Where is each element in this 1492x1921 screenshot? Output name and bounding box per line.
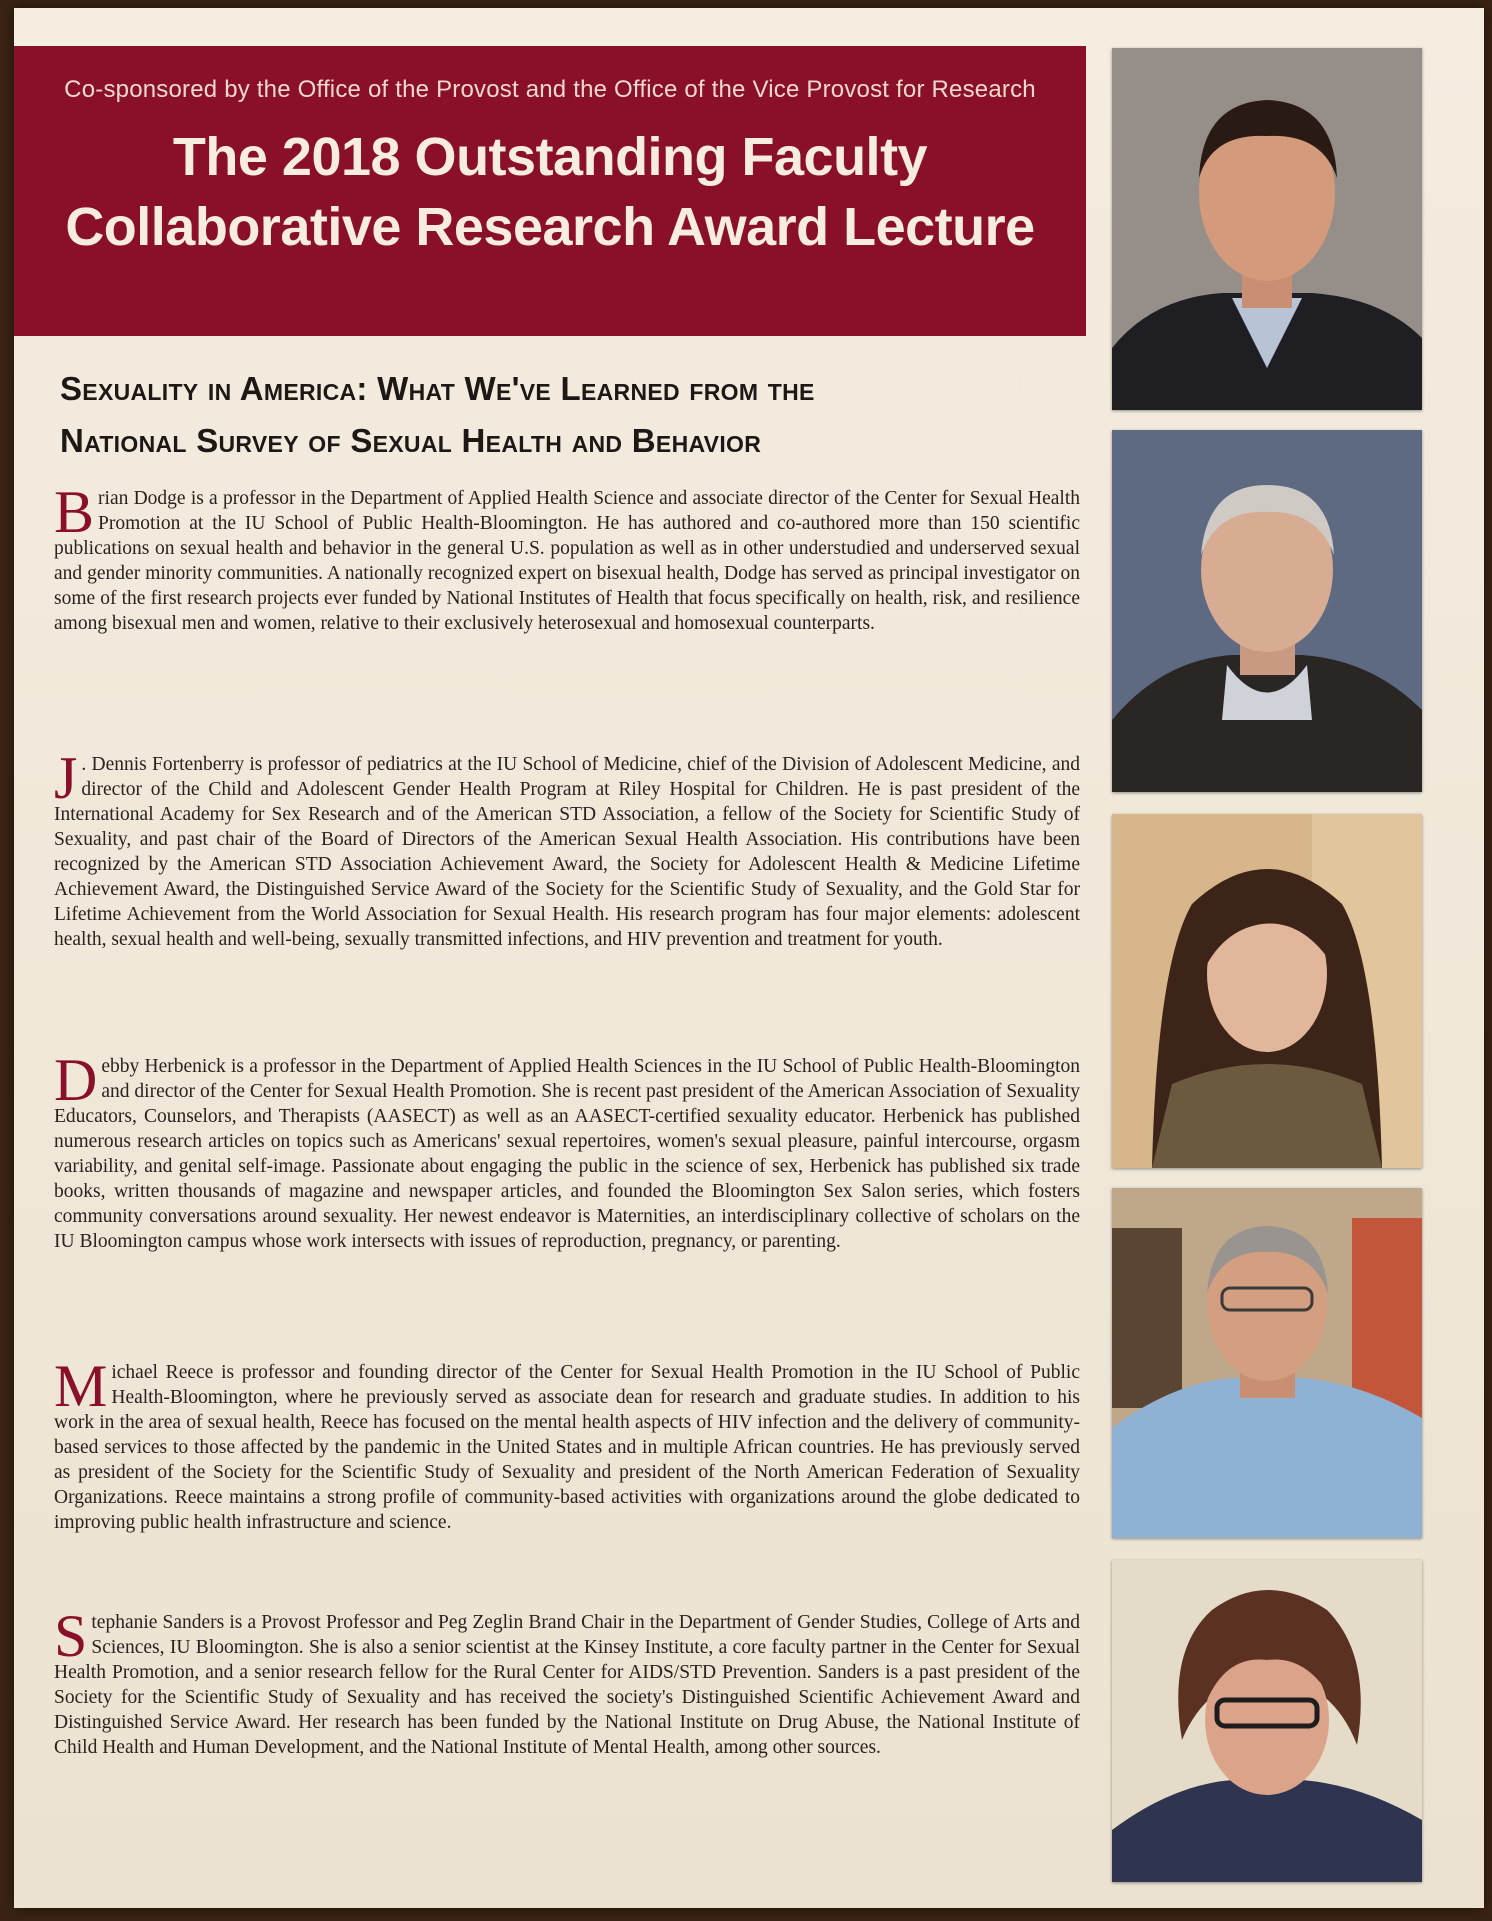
bio-brian-dodge [54,479,1080,636]
drop-cap: B [54,479,95,545]
portrait-photo-3 [1112,814,1422,1168]
header-banner [14,46,1086,336]
portrait-photo-1 [1112,48,1422,410]
bio-dennis-fortenberry [54,745,1080,952]
bio-text: tephanie Sanders is a Provost Professor and Peg Zeglin Brand Chair in the Department of Gender Studies, College of Arts and Sciences, IU Bloomington. She is also a senior scientist at the Kinsey Institute, a core faculty partner in the Center for Sexual Health Promotion, and a senior research fellow for the Rural Center for AIDS/STD Prevention. Sanders is a past president of the Society for the Scientific Study of Sexuality and has received the society's Distinguished Scientific Achievement Award and Distinguished Service Award. Her research has been funded by the National Institute on Drug Abuse, the National Institute of Child Health and Human Development, and the National Institute of Mental Health, among other sources. [54,1612,1080,1758]
portrait-photo-2 [1112,430,1422,792]
bio-debby-herbenick [54,1047,1080,1254]
award-title-line-1: The 2018 Outstanding Faculty [172,127,928,187]
drop-cap: D [54,1047,98,1113]
event-flyer [14,8,1484,1908]
lecture-title-line-1: Sexuality in America: What We've Learned from the [60,370,815,407]
drop-cap: S [54,1603,88,1669]
bio-text: ichael Reece is professor and founding director of the Center for Sexual Health Promotion in the IU School of Public Health-Bloomington, where he previously served as associate dean for research and graduate studies. In addition to his work in the area of sexual health, Reece has focused on the mental health aspects of HIV infection and the delivery of community-based services to those affected by the pandemic in the United States and in multiple African countries. He has previously served as president of the Society for the Scientific Study of Sexuality and president of the North American Federation of Sexuality Organizations. Reece maintains a strong profile of community-based activities with organizations around the globe dedicated to improving public health infrastructure and science. [54,1362,1080,1533]
bio-text: . Dennis Fortenberry is professor of pediatrics at the IU School of Medicine, chief of the Division of Adolescent Medicine, and director of the Child and Adolescent Gender Health Program at Riley Hospital for Children. He is past president of the International Academy for Sex Research and of the American STD Association, a fellow of the Society for Scientific Study of Sexuality, and past chair of the Board of Directors of the American Sexual Health Association. His contributions have been recognized by the American STD Association Achievement Award, the Society for Adolescent Health & Medicine Lifetime Achievement Award, the Distinguished Service Award of the Society for the Scientific Study of Sexuality, and the Gold Star for Lifetime Achievement from the World Association for Sexual Health. His research program has four major elements: adolescent health, sexual health and well-being, sexually transmitted infections, and HIV prevention and treatment for youth. [54,754,1080,950]
lecture-title-line-2: National Survey of Sexual Health and Behavior [60,422,762,459]
drop-cap: J [54,745,78,811]
bio-stephanie-sanders [54,1603,1080,1760]
lecture-title [60,363,1080,467]
bio-text: ebby Herbenick is a professor in the Department of Applied Health Sciences in the IU School of Public Health-Bloomington and director of the Center for Sexual Health Promotion. She is recent past president of the American Association of Sexuality Educators, Counselors, and Therapists (AASECT) as well as an AASECT-certified sexuality educator. Herbenick has published numerous research articles on topics such as Americans' sexual repertoires, women's sexual pleasure, painful intercourse, orgasm variability, and genital self-image. Passionate about engaging the public in the science of sex, Herbenick has published six trade books, written thousands of magazine and newspaper articles, and founded the Bloomington Sex Salon series, which fosters community conversations around sexuality. Her newest endeavor is Maternities, an interdisciplinary collective of scholars on the IU Bloomington campus whose work intersects with issues of reproduction, pregnancy, or parenting. [54,1056,1080,1252]
award-title [14,122,1086,262]
sponsor-line: Co-sponsored by the Office of the Provost and the Office of the Vice Provost for Research [64,76,1036,103]
drop-cap: M [54,1353,108,1419]
portrait-photo-4 [1112,1188,1422,1538]
bio-text: rian Dodge is a professor in the Department of Applied Health Science and associate director of the Center for Sexual Health Promotion at the IU School of Public Health-Bloomington. He has authored and co-authored more than 150 scientific publications on sexual health and behavior in the general U.S. population as well as in other understudied and underserved sexual and gender minority communities. A nationally recognized expert on bisexual health, Dodge has served as principal investigator on some of the first research projects ever funded by National Institutes of Health that focus specifically on health, risk, and resilience among bisexual men and women, relative to their exclusively heterosexual and homosexual counterparts. [54,488,1080,634]
bio-michael-reece [54,1353,1080,1535]
portrait-photo-5 [1112,1560,1422,1882]
award-title-line-2: Collaborative Research Award Lecture [65,197,1035,257]
